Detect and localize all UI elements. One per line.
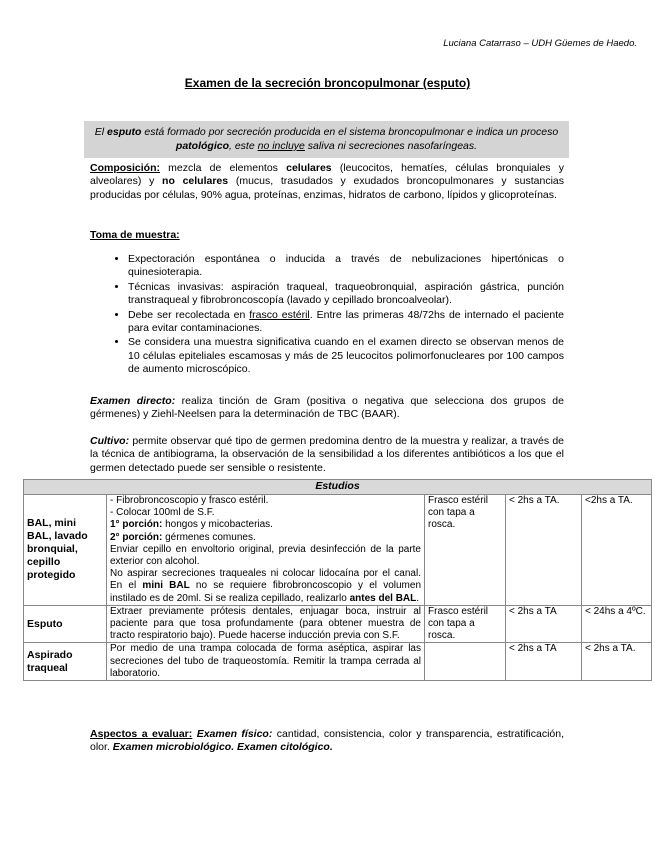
cultivo-paragraph: Cultivo: permite observar qué tipo de germen predomina dentro de la muestra y realizar, a través de la técnica de antibiograma, la observación de la sensibilidad a los diferentes antibióticos a los que el germen detectado puede ser sensible o resistente. [90,435,564,474]
toma-heading: Toma de muestra: [90,229,180,241]
examen-directo-paragraph: Examen directo: realiza tinción de Gram (positiva o negativa que selecciona dos grupos de gérmenes) y Ziehl-Neelsen para la determinación de TBC (BAAR). [90,395,564,421]
list-item: • Técnicas invasivas: aspiración traqueal, traqueobronquial, aspiración gástrica, punción transtraqueal y fibrobroncoscopía (lavado y cepillado broncoalveolar). [128,281,564,308]
intro-box: El esputo está formado por secreción producida en el sistema broncopulmonar e indica un proceso patológico, este no incluye saliva ni secreciones nasofaríngeas. [84,121,569,158]
list-item: • Expectoración espontánea o inducida a través de nebulizaciones hipertónicas o quinesioterapia. [128,253,564,280]
study-time-1: < 2hs a TA. [506,495,582,606]
toma-list [90,253,564,378]
study-name: Aspirado traqueal [24,643,107,681]
study-description: - Fibrobroncoscopio y frasco estéril. - Colocar 100ml de S.F. 1° porción: hongos y micobacterias. 2° porción: gérmenes comunes. Enviar cepillo en envoltorio original, previa desinfección de la parte exterior con alcohol. No aspirar secreciones traqueales ni colocar lidocaína por el canal. En el mini BAL no se requiere fibrobroncoscopio y el volumen instilado es de 20ml. Si se realiza cepillado, realizarlo antes del BAL. [107,495,425,606]
study-time-2: <2hs a TA. [582,495,652,606]
aspectos-paragraph: Aspectos a evaluar: Examen físico: cantidad, consistencia, color y transparencia, estratificación, olor. Examen microbiológico. Examen citológico. [90,728,564,754]
study-container: Frasco estéril con tapa a rosca. [425,495,506,606]
study-time-1: < 2hs a TA [506,605,582,643]
page-title: Examen de la secreción broncopulmonar (esputo) [184,76,471,90]
studies-table [23,479,652,681]
study-description: Extraer previamente prótesis dentales, enjuagar boca, instruir al paciente para que tosa profundamente (para obtener muestra de tracto respiratorio bajo). Puede hacerse inducción previa con S.F. [107,605,425,643]
table-header: Estudios [24,480,652,495]
study-name: BAL, mini BAL, lavado bronquial, cepillo protegido [24,495,107,606]
study-time-1: < 2hs a TA [506,643,582,681]
table-row [24,643,652,681]
table-row [24,605,652,643]
author-header: Luciana Catarraso – UDH Güemes de Haedo. [443,38,637,49]
table-row [24,495,652,606]
composicion-paragraph: Composición: mezcla de elementos celulares (leucocitos, hematíes, células bronquiales y alveolares) y no celulares (mucus, trasudados y exudados broncopulmonares y sustancias producidas por células, 90% agua, proteínas, enzimas, hidratos de carbono, lípidos y glicoproteínas. [90,162,564,201]
study-name: Esputo [24,605,107,643]
study-description: Por medio de una trampa colocada de forma aséptica, aspirar las secreciones del tubo de traqueostomía. Remitir la trampa cerrada al laboratorio. [107,643,425,681]
study-time-2: < 24hs a 4ºC. [582,605,652,643]
list-item: • Debe ser recolectada en frasco estéril. Entre las primeras 48/72hs de internado el paciente para evitar contaminaciones. [128,309,564,336]
study-time-2: < 2hs a TA. [582,643,652,681]
study-container [425,643,506,681]
list-item: • Se considera una muestra significativa cuando en el examen directo se observan menos de 10 células epiteliales escamosas y más de 25 leucocitos polimorfonucleares por 100 campos de aumento microscópico. [128,336,564,376]
study-container: Frasco estéril con tapa a rosca. [425,605,506,643]
